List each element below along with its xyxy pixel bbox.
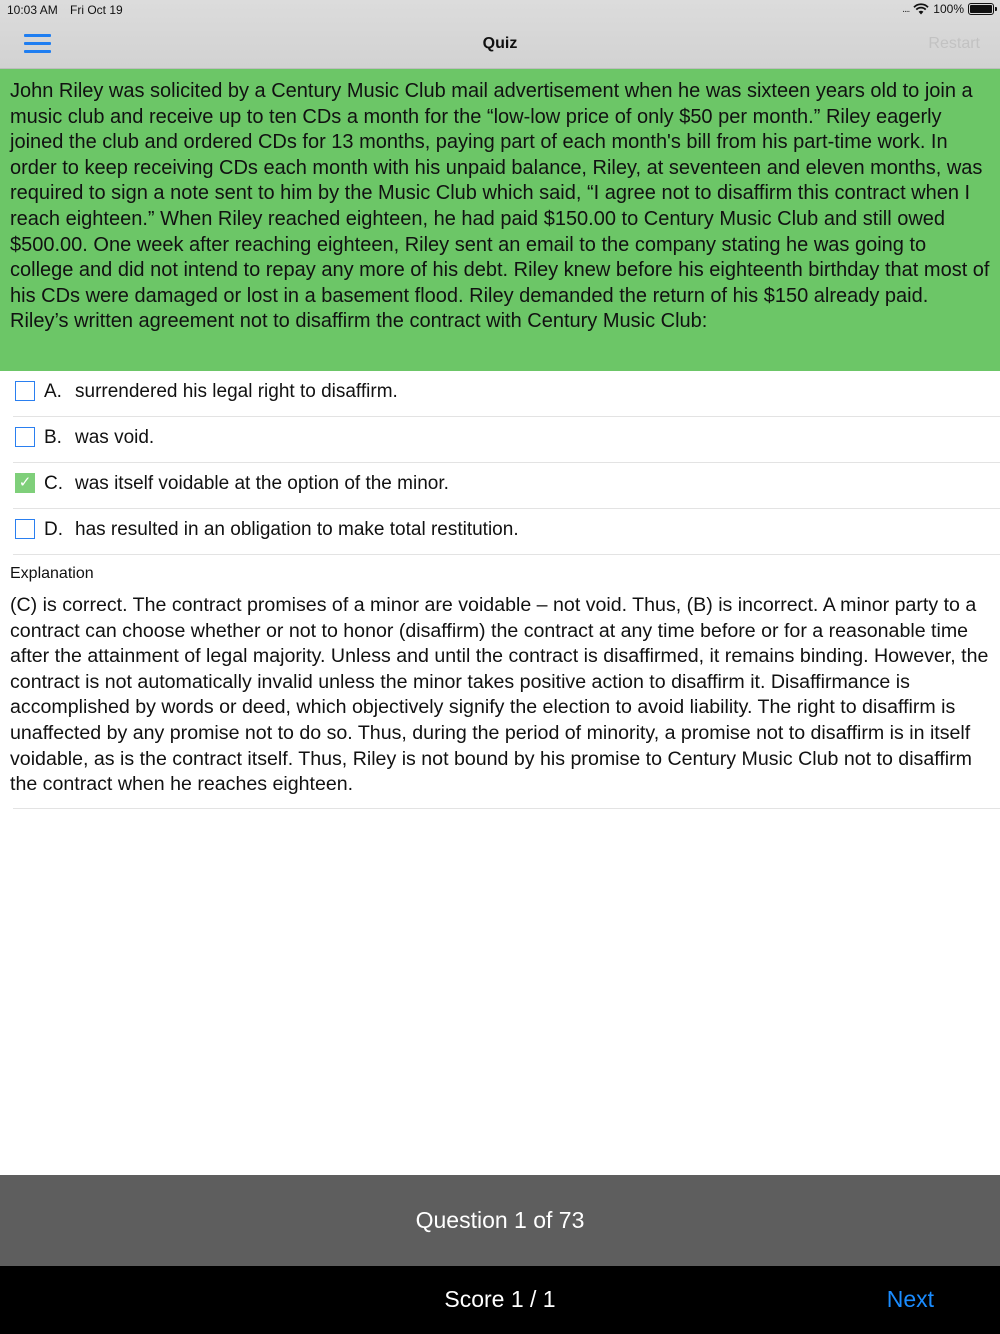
option-letter: D. xyxy=(44,519,63,540)
explanation-heading: Explanation xyxy=(10,565,94,582)
question-progress-bar xyxy=(0,1175,1000,1266)
option-letter: A. xyxy=(44,381,62,402)
battery-fill xyxy=(970,5,992,13)
question-text: John Riley was solicited by a Century Music Club mail advertisement when he was sixteen years old to join a music club and receive up to ten CDs a month for the “low-low price of only $50 per month.” Riley eagerly joined the club and ordered CDs for 13 months, paying part of each month's bill from his part-time work. In order to keep receiving CDs each month with his unpaid balance, Riley, at seventeen and eleven months, was required to sign a note sent to him by the Music Club which said, “I agree not to disaffirm this contract when I reach eighteen.” When Riley reached eighteen, he had paid $150.00 to Century Music Club and still owed $500.00. One week after reaching eighteen, Riley sent an email to the company stating he was going to college and did not intend to repay any more of his debt. Riley knew before his eighteenth birthday that most of his CDs were damaged or lost in a basement flood. Riley demanded the return of his $150 already paid. Riley’s written agreement not to disaffirm the contract with Century Music Club: xyxy=(0,69,1000,371)
restart-button[interactable]: Restart xyxy=(928,35,980,52)
battery-icon xyxy=(968,3,994,15)
explanation-text: (C) is correct. The contract promises of a minor are voidable – not void. Thus, (B) is incorrect. A minor party to a contract can choose whether or not to honor (disaffirm) the contract at any time before or for a reasonable time after the attainment of legal majority. Unless and until the contract is disaffirmed, it remains binding. However, the contract is not automatically invalid unless the minor takes positive action to disaffirm it. Disaffirmance is accomplished by words or deed, which objectively signify the election to avoid liability. The right to disaffirm is unaffected by any promise not to do so. Thus, during the period of minority, a promise not to disaffirm is in itself voidable, as is the contract itself. Thus, Riley is not bound by his promise to Century Music Club not to disaffirm the contract when he reaches eighteen. xyxy=(10,594,989,796)
answer-option-c[interactable] xyxy=(0,463,1000,509)
footer-bar xyxy=(0,1266,1000,1334)
answer-option-d[interactable] xyxy=(0,509,1000,555)
answer-options xyxy=(0,371,1000,555)
checkbox-icon[interactable] xyxy=(15,381,35,401)
checkmark-icon[interactable]: ✓ xyxy=(15,473,35,493)
checkbox-icon[interactable] xyxy=(15,427,35,447)
option-text: surrendered his legal right to disaffirm. xyxy=(75,381,398,402)
option-text: has resulted in an obligation to make total restitution. xyxy=(75,519,519,540)
option-letter: C. xyxy=(44,473,63,494)
status-date: Fri Oct 19 xyxy=(70,3,123,17)
option-text: was void. xyxy=(75,427,155,448)
status-indicators xyxy=(902,2,994,16)
status-time: 10:03 AM xyxy=(7,3,58,17)
wifi-icon xyxy=(913,3,929,15)
option-letter: B. xyxy=(44,427,62,448)
score-label: Score 1 / 1 xyxy=(444,1286,556,1312)
page-title: Quiz xyxy=(482,35,518,52)
next-button[interactable]: Next xyxy=(886,1286,934,1312)
navigation-bar xyxy=(0,0,1000,69)
answer-option-a[interactable] xyxy=(0,371,1000,417)
answer-option-b[interactable] xyxy=(0,417,1000,463)
option-text: was itself voidable at the option of the minor. xyxy=(75,473,449,494)
checkbox-icon[interactable] xyxy=(15,519,35,539)
divider xyxy=(13,808,1000,809)
question-counter: Question 1 of 73 xyxy=(415,1207,585,1233)
signal-icon: .... xyxy=(902,3,910,15)
battery-percent: 100% xyxy=(933,2,964,16)
